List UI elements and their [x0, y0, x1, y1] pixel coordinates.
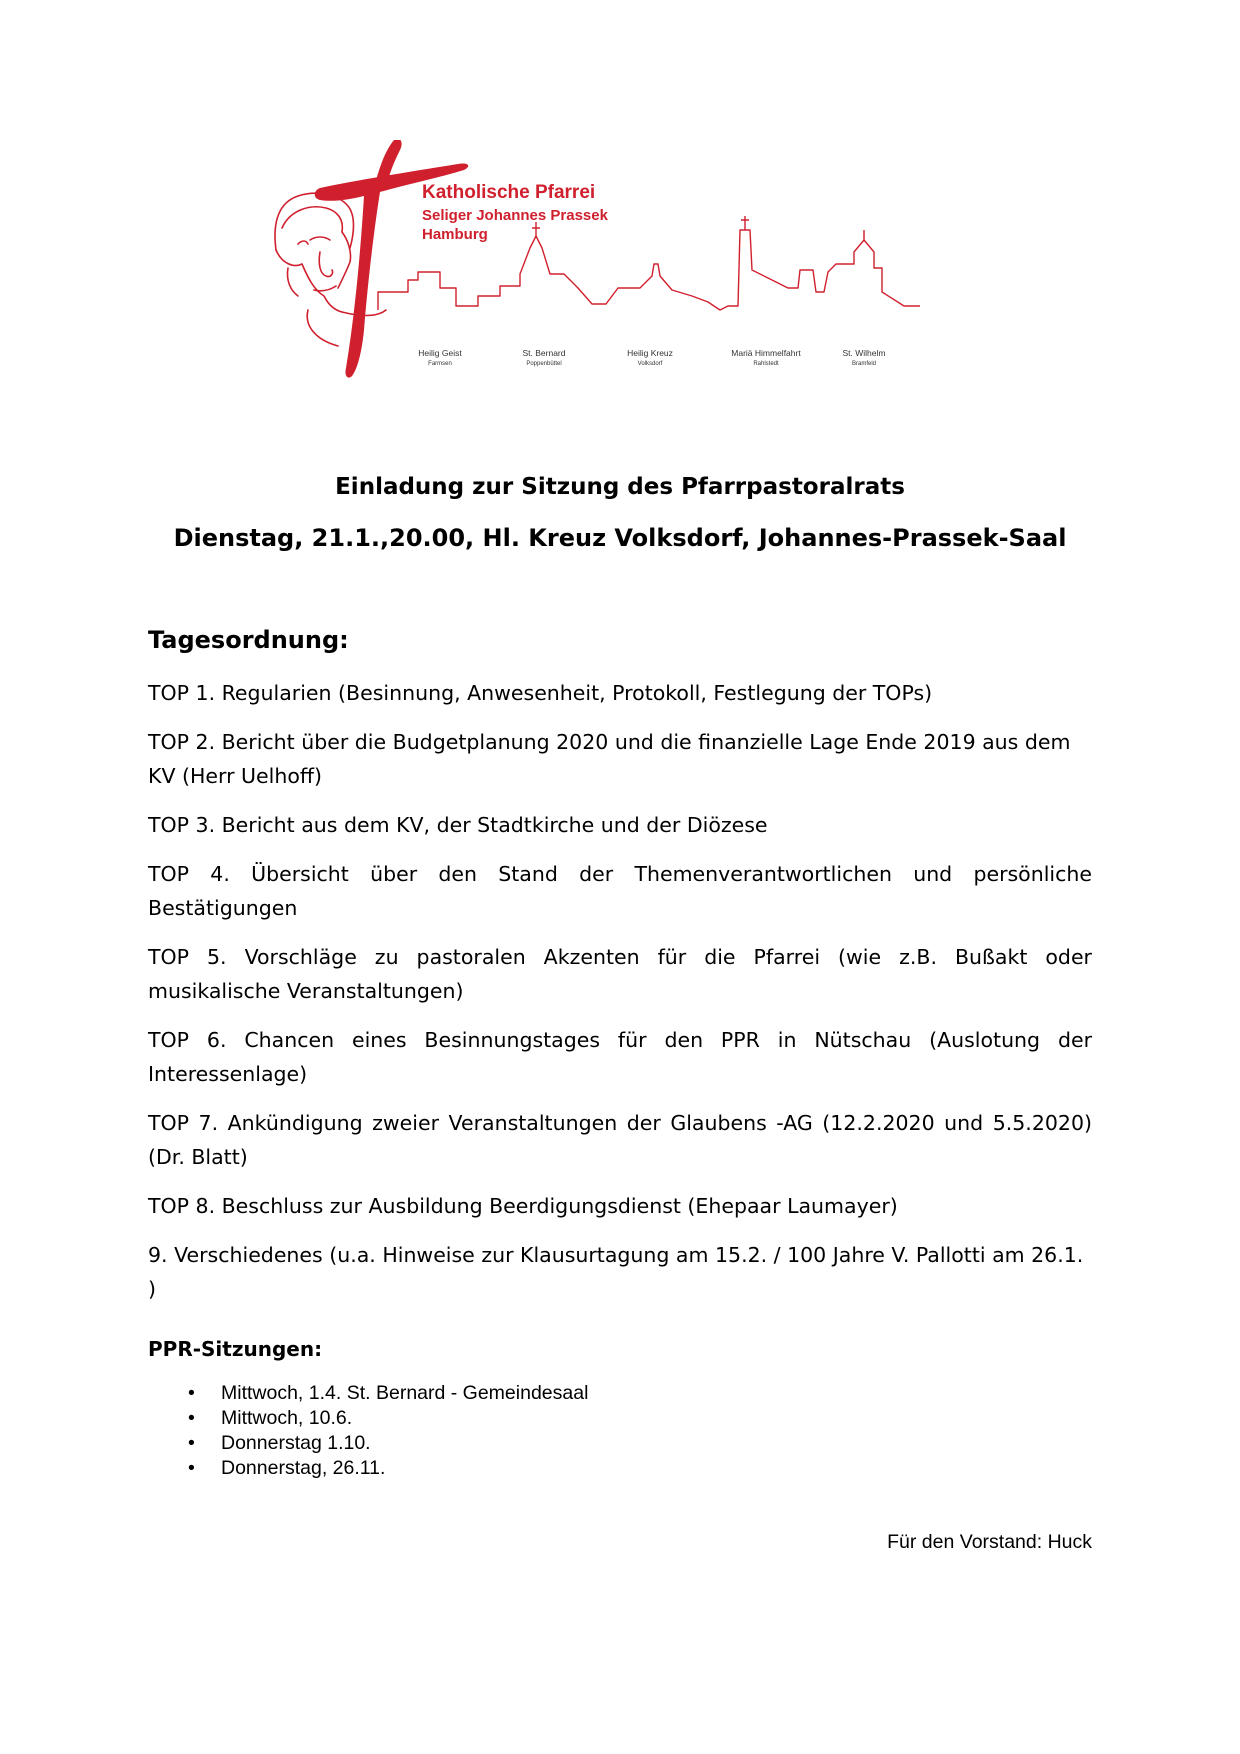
bullet-icon: • — [188, 1407, 195, 1429]
signature: Für den Vorstand: Huck — [887, 1531, 1092, 1553]
bullet-icon: • — [188, 1382, 195, 1404]
agenda-item: TOP 6. Chancen eines Besinnungstages für den PPR in Nütschau (Auslotung der Interessenlage) — [148, 1028, 1092, 1086]
meeting-date: Donnerstag, 26.11. — [221, 1457, 386, 1479]
meeting-date: Donnerstag 1.10. — [221, 1432, 371, 1454]
logo-subtitle: Seliger Johannes Prassek — [422, 207, 608, 224]
bullet-icon: • — [188, 1457, 195, 1479]
church-place: Volksdorf — [637, 361, 663, 367]
agenda-item: TOP 5. Vorschläge zu pastoralen Akzenten für die Pfarrei (wie z.B. Bußakt oder musikalische Veranstaltungen) — [148, 945, 1092, 1003]
church-labels — [418, 348, 885, 367]
meeting-details: Dienstag, 21.1.,20.00, Hl. Kreuz Volksdorf, Johannes-Prassek-Saal — [173, 524, 1067, 552]
agenda-list — [148, 676, 1092, 1321]
church-name: Heilig Geist — [418, 348, 462, 358]
bullet-icon: • — [188, 1432, 195, 1454]
church-name: St. Bernard — [522, 348, 566, 358]
agenda-item: TOP 4. Übersicht über den Stand der Themenverantwortlichen und persönliche Bestätigungen — [148, 862, 1092, 920]
agenda-item: TOP 8. Beschluss zur Ausbildung Beerdigungsdienst (Ehepaar Laumayer) — [148, 1194, 898, 1218]
list-item — [148, 1431, 588, 1456]
logo-city: Hamburg — [422, 226, 488, 243]
list-item — [148, 1406, 588, 1431]
meeting-date: Mittwoch, 1.4. St. Bernard - Gemeindesaal — [221, 1382, 589, 1404]
church-place: Farmsen — [428, 361, 452, 367]
list-item — [148, 1381, 588, 1406]
church-name: Mariä Himmelfahrt — [731, 348, 801, 358]
agenda-item: TOP 3. Bericht aus dem KV, der Stadtkirche und der Diözese — [148, 813, 768, 837]
church-name: St. Wilhelm — [842, 348, 886, 358]
document-title: Einladung zur Sitzung des Pfarrpastoralrats — [335, 474, 905, 500]
meetings-heading: PPR-Sitzungen: — [148, 1337, 323, 1361]
meetings-list — [148, 1381, 588, 1481]
agenda-item: TOP 7. Ankündigung zweier Veranstaltungen der Glaubens -AG (12.2.2020 und 5.5.2020) (Dr. Blatt) — [148, 1111, 1092, 1169]
agenda-heading: Tagesordnung: — [148, 626, 349, 654]
list-item — [148, 1456, 588, 1481]
agenda-item: TOP 1. Regularien (Besinnung, Anwesenheit, Protokoll, Festlegung der TOPs) — [148, 681, 933, 705]
parish-logo — [268, 140, 1008, 410]
agenda-item: TOP 2. Bericht über die Budgetplanung 2020 und die finanzielle Lage Ende 2019 aus dem KV (Herr Uelhoff) — [148, 730, 1071, 788]
logo-title: Katholische Pfarrei — [422, 182, 596, 203]
church-place: Poppenbüttel — [526, 361, 562, 367]
cross-icon — [315, 140, 469, 378]
agenda-item: 9. Verschiedenes (u.a. Hinweise zur Klausurtagung am 15.2. / 100 Jahre V. Pallotti am 26.1. ) — [148, 1243, 1084, 1301]
church-place: Bramfeld — [851, 361, 877, 367]
church-place: Rahlstedt — [753, 361, 779, 367]
church-name: Heilig Kreuz — [627, 348, 673, 358]
parish-logo-graphic — [268, 140, 1008, 410]
meeting-date: Mittwoch, 10.6. — [221, 1407, 353, 1429]
